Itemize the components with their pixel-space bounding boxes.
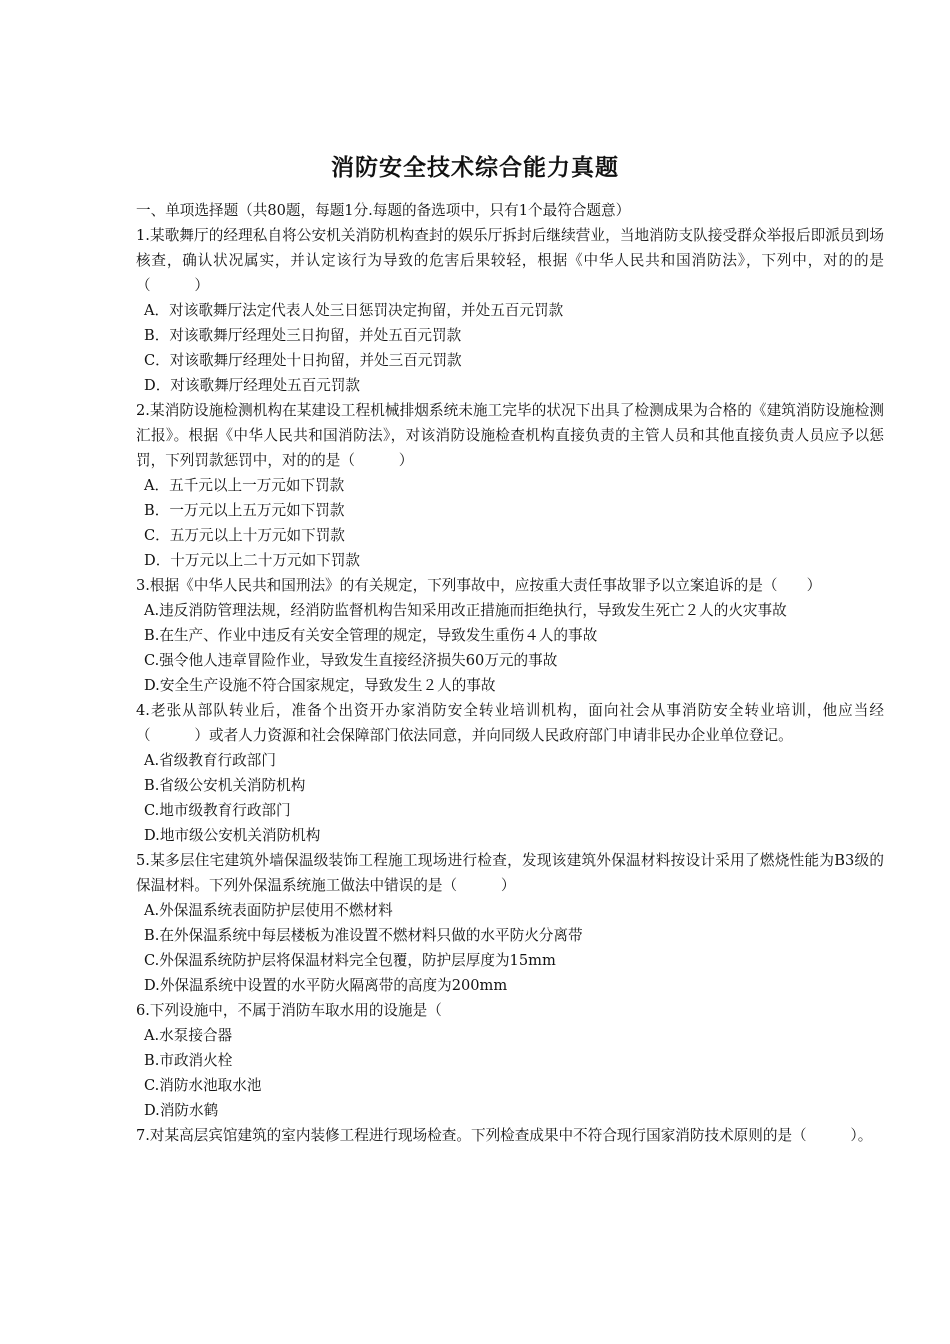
question-stem: 7.对某高层宾馆建筑的室内装修工程进行现场检查。下列检查成果中不符合现行国家消防技术原则的是（ ）。: [136, 1127, 873, 1144]
option-b: B．一万元以上五万元如下罚款: [144, 502, 345, 519]
option-c: C.地市级教育行政部门: [144, 802, 291, 819]
question-7: [136, 1123, 884, 1148]
option-b: B.在生产、作业中违反有关安全管理的规定，导致发生重伤４人的事故: [144, 627, 598, 644]
question-2: [136, 398, 884, 573]
question-4: [136, 698, 884, 848]
question-stem: 3.根据《中华人民共和国刑法》的有关规定，下列事故中，应按重大责任事故罪予以立案追诉的是（ ）: [136, 577, 822, 594]
option-d: D．对该歌舞厅经理处五百元罚款: [144, 377, 361, 394]
option-a: A.水泵接合器: [144, 1027, 233, 1044]
option-b: B.在外保温系统中每层楼板为准设置不燃材料只做的水平防火分离带: [144, 927, 583, 944]
option-d: D.地市级公安机关消防机构: [144, 827, 321, 844]
section-heading: 一、单项选择题（共80题，每题1分.每题的备选项中，只有1个最符合题意）: [136, 202, 631, 219]
option-d: D.外保温系统中设置的水平防火隔离带的高度为200mm: [144, 977, 508, 994]
question-stem: 6.下列设施中，不属于消防车取水用的设施是（: [136, 1002, 442, 1019]
question-5: [136, 848, 884, 998]
option-c: C.强令他人违章冒险作业，导致发生直接经济损失60万元的事故: [144, 652, 558, 669]
question-stem: 1.某歌舞厅的经理私自将公安机关消防机构查封的娱乐厅拆封后继续营业，当地消防支队接受群众举报后即派员到场核查，确认状况属实，并认定该行为导致的危害后果较轻，根据《中华人民共和国消防法》，下列中，对的的是（ ）: [136, 227, 884, 294]
option-b: B.市政消火栓: [144, 1052, 233, 1069]
page-title: 消防安全技术综合能力真题: [331, 155, 619, 181]
option-d: D.安全生产设施不符合国家规定，导致发生２人的事故: [144, 677, 496, 694]
option-d: D．十万元以上二十万元如下罚款: [144, 552, 361, 569]
option-b: B．对该歌舞厅经理处三日拘留，并处五百元罚款: [144, 327, 462, 344]
question-3: [136, 573, 884, 698]
option-a: A.外保温系统表面防护层使用不燃材料: [144, 902, 393, 919]
question-stem: 4.老张从部队转业后，准备个出资开办家消防安全转业培训机构，面向社会从事消防安全转业培训，他应当经（ ）或者人力资源和社会保障部门依法同意，并向同级人民政府部门申请非民办企业单位登记。: [136, 702, 884, 744]
question-6: [136, 998, 884, 1123]
option-c: C.消防水池取水池: [144, 1077, 262, 1094]
question-1: [136, 223, 884, 398]
option-a: A．五千元以上一万元如下罚款: [144, 477, 345, 494]
question-stem: 2.某消防设施检测机构在某建设工程机械排烟系统未施工完毕的状况下出具了检测成果为合格的《建筑消防设施检测汇报》。根据《中华人民共和国消防法》，对该消防设施检查机构直接负责的主管人员和其他直接负责人员应予以惩罚，下列罚款惩罚中，对的的是（ ）: [136, 402, 884, 469]
option-a: A．对该歌舞厅法定代表人处三日惩罚决定拘留，并处五百元罚款: [144, 302, 564, 319]
document-body: [136, 198, 884, 1148]
option-d: D.消防水鹤: [144, 1102, 219, 1119]
option-c: C．对该歌舞厅经理处十日拘留，并处三百元罚款: [144, 352, 462, 369]
option-a: A.违反消防管理法规，经消防监督机构告知采用改正措施而拒绝执行，导致发生死亡２人的火灾事故: [144, 602, 787, 619]
option-c: C．五万元以上十万元如下罚款: [144, 527, 345, 544]
question-stem: 5.某多层住宅建筑外墙保温级装饰工程施工现场进行检查，发现该建筑外保温材料按设计采用了燃烧性能为B3级的保温材料。下列外保温系统施工做法中错误的是（ ）: [136, 852, 884, 894]
option-b: B.省级公安机关消防机构: [144, 777, 306, 794]
option-c: C.外保温系统防护层将保温材料完全包覆，防护层厚度为15mm: [144, 952, 556, 969]
option-a: A.省级教育行政部门: [144, 752, 276, 769]
